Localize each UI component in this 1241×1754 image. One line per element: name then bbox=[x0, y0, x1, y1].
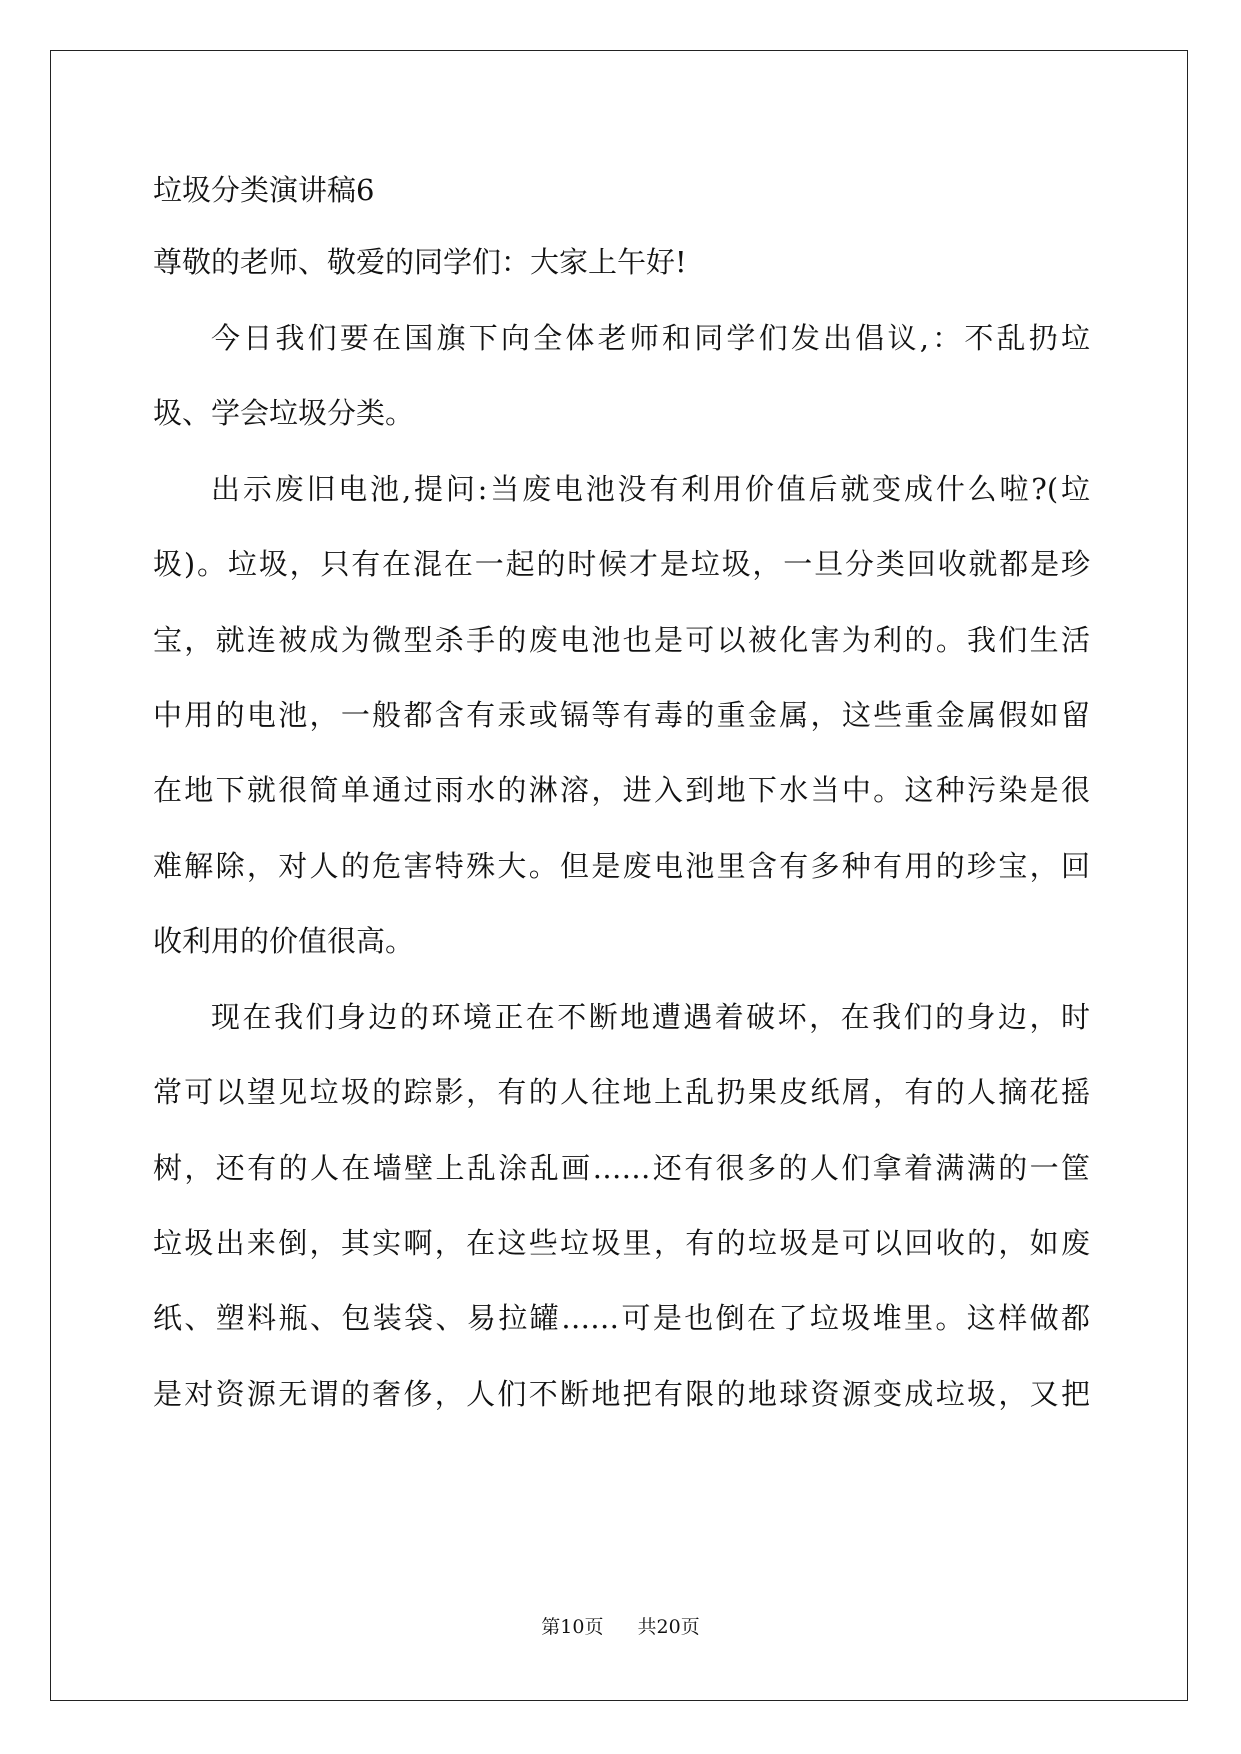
page-number: 第10页 bbox=[541, 1616, 604, 1638]
paragraph-line: 今日我们要在国旗下向全体老师和同学们发出倡议,：不乱扔垃 bbox=[211, 321, 1090, 355]
salutation-line: 尊敬的老师、敬爱的同学们：大家上午好! bbox=[153, 245, 687, 279]
paragraph-line: 垃圾出来倒，其实啊，在这些垃圾里，有的垃圾是可以回收的，如废 bbox=[153, 1226, 1090, 1260]
paragraph-line: 圾、学会垃圾分类。 bbox=[153, 396, 415, 430]
paragraph-line: 宝，就连被成为微型杀手的废电池也是可以被化害为利的。我们生活 bbox=[153, 623, 1090, 657]
paragraph-line: 在地下就很简单通过雨水的淋溶，进入到地下水当中。这种污染是很 bbox=[153, 773, 1090, 807]
paragraph-line: 出示废旧电池,提问:当废电池没有利用价值后就变成什么啦?(垃 bbox=[211, 472, 1090, 506]
paragraph-line: 现在我们身边的环境正在不断地遭遇着破坏，在我们的身边，时 bbox=[211, 1000, 1090, 1034]
page-footer bbox=[0, 1615, 1241, 1639]
paragraph-line: 树，还有的人在墙壁上乱涂乱画……还有很多的人们拿着满满的一筐 bbox=[153, 1151, 1090, 1185]
paragraph-line: 收利用的价值很高。 bbox=[153, 924, 415, 958]
page-total: 共20页 bbox=[637, 1616, 700, 1638]
paragraph-line: 中用的电池，一般都含有汞或镉等有毒的重金属，这些重金属假如留 bbox=[153, 698, 1090, 732]
paragraph-line: 纸、塑料瓶、包装袋、易拉罐……可是也倒在了垃圾堆里。这样做都 bbox=[153, 1301, 1090, 1335]
paragraph-line: 难解除，对人的危害特殊大。但是废电池里含有多种有用的珍宝，回 bbox=[153, 849, 1090, 883]
paragraph-line: 圾)。垃圾，只有在混在一起的时候才是垃圾，一旦分类回收就都是珍 bbox=[153, 547, 1090, 581]
document-title: 垃圾分类演讲稿6 bbox=[153, 173, 375, 207]
paragraph-line: 是对资源无谓的奢侈，人们不断地把有限的地球资源变成垃圾，又把 bbox=[153, 1377, 1090, 1411]
paragraph-line: 常可以望见垃圾的踪影，有的人往地上乱扔果皮纸屑，有的人摘花摇 bbox=[153, 1075, 1090, 1109]
